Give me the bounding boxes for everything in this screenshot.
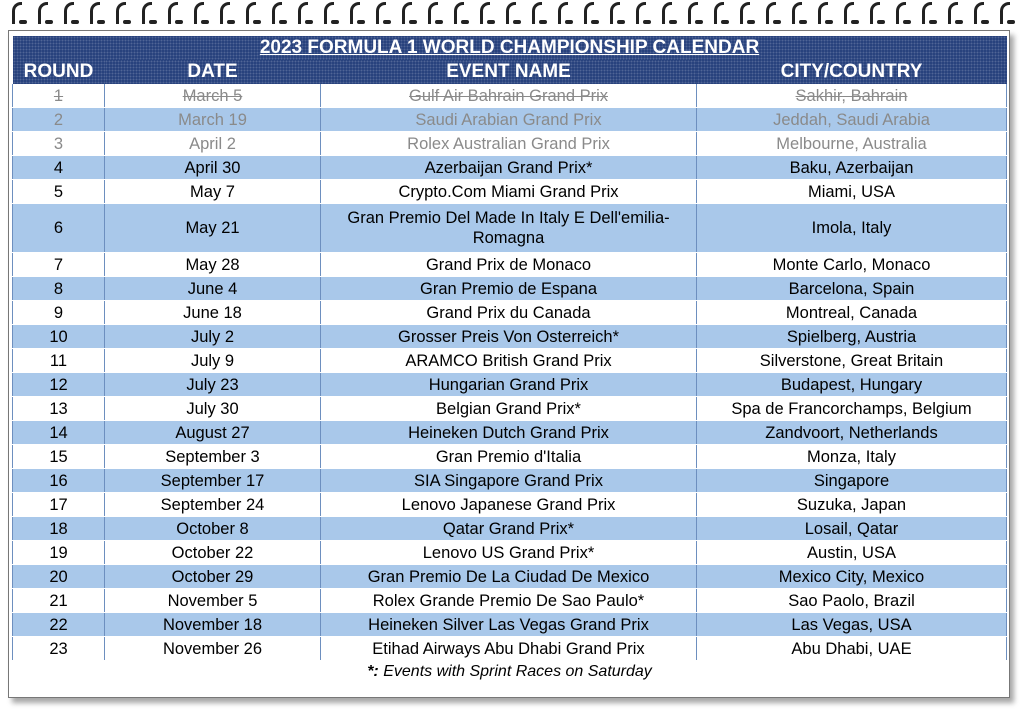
cell-date: May 28 (105, 253, 321, 277)
table-row (13, 517, 1007, 541)
binding-ring (948, 2, 958, 24)
table-row (13, 156, 1007, 180)
cell-location: Silverstone, Great Britain (697, 349, 1007, 373)
table-row (13, 180, 1007, 204)
binding-ring (428, 2, 438, 24)
cell-round: 16 (13, 469, 105, 493)
binding-ring (116, 2, 126, 24)
cell-event: Gran Premio De La Ciudad De Mexico (321, 565, 697, 589)
cell-event: Belgian Grand Prix* (321, 397, 697, 421)
cell-event: Gran Premio Del Made In Italy E Dell'emilia-Romagna (321, 204, 697, 253)
cell-event: Hungarian Grand Prix (321, 373, 697, 397)
binding-ring (454, 2, 464, 24)
binding-ring (922, 2, 932, 24)
binding-ring (532, 2, 542, 24)
cell-round: 11 (13, 349, 105, 373)
cell-date: June 18 (105, 301, 321, 325)
calendar-title (13, 36, 1007, 60)
table-row (13, 493, 1007, 517)
cell-location: Spa de Francorchamps, Belgium (697, 397, 1007, 421)
table-row (13, 637, 1007, 661)
cell-event: Rolex Australian Grand Prix (321, 132, 697, 156)
table-row (13, 325, 1007, 349)
calendar-table (12, 36, 1007, 684)
binding-ring (350, 2, 360, 24)
calendar-sheet (8, 30, 1010, 698)
cell-date: May 7 (105, 180, 321, 204)
cell-event: Grand Prix du Canada (321, 301, 697, 325)
cell-date: July 30 (105, 397, 321, 421)
cell-date: September 17 (105, 469, 321, 493)
binding-ring (402, 2, 412, 24)
cell-location: Montreal, Canada (697, 301, 1007, 325)
cell-event: Etihad Airways Abu Dhabi Grand Prix (321, 637, 697, 661)
cell-round: 10 (13, 325, 105, 349)
cell-location: Monza, Italy (697, 445, 1007, 469)
table-row (13, 469, 1007, 493)
cell-round: 12 (13, 373, 105, 397)
table-row (13, 565, 1007, 589)
cell-round: 6 (13, 204, 105, 253)
binding-ring (272, 2, 282, 24)
column-header-location: CITY/COUNTRY (697, 60, 1007, 84)
race-rows (13, 84, 1007, 661)
cell-date: October 29 (105, 565, 321, 589)
cell-round: 19 (13, 541, 105, 565)
binding-ring (142, 2, 152, 24)
binding-ring (740, 2, 750, 24)
cell-location: Losail, Qatar (697, 517, 1007, 541)
binding-ring (766, 2, 776, 24)
cell-date: March 5 (105, 84, 321, 108)
binding-ring (324, 2, 334, 24)
binding-ring (844, 2, 854, 24)
cell-date: April 30 (105, 156, 321, 180)
cell-round: 8 (13, 277, 105, 301)
cell-date: September 3 (105, 445, 321, 469)
cell-location: Budapest, Hungary (697, 373, 1007, 397)
cell-round: 2 (13, 108, 105, 132)
footnote (13, 661, 1007, 684)
binding-ring (506, 2, 516, 24)
cell-location: Suzuka, Japan (697, 493, 1007, 517)
footnote-text: Events with Sprint Races on Saturday (383, 663, 652, 680)
binding-ring (168, 2, 178, 24)
cell-round: 13 (13, 397, 105, 421)
cell-location: Melbourne, Australia (697, 132, 1007, 156)
cell-round: 20 (13, 565, 105, 589)
cell-round: 21 (13, 589, 105, 613)
cell-round: 17 (13, 493, 105, 517)
cell-round: 3 (13, 132, 105, 156)
cell-location: Sao Paolo, Brazil (697, 589, 1007, 613)
cell-event: ARAMCO British Grand Prix (321, 349, 697, 373)
cell-date: April 2 (105, 132, 321, 156)
cell-location: Abu Dhabi, UAE (697, 637, 1007, 661)
cell-round: 1 (13, 84, 105, 108)
binding-ring (90, 2, 100, 24)
cell-location: Spielberg, Austria (697, 325, 1007, 349)
binding-ring (194, 2, 204, 24)
cell-date: September 24 (105, 493, 321, 517)
table-row (13, 84, 1007, 108)
cell-date: November 5 (105, 589, 321, 613)
cell-event: Rolex Grande Premio De Sao Paulo* (321, 589, 697, 613)
cell-location: Zandvoort, Netherlands (697, 421, 1007, 445)
cell-round: 23 (13, 637, 105, 661)
cell-location: Singapore (697, 469, 1007, 493)
cell-location: Sakhir, Bahrain (697, 84, 1007, 108)
table-row (13, 613, 1007, 637)
cell-date: October 8 (105, 517, 321, 541)
cell-date: August 27 (105, 421, 321, 445)
cell-event: Qatar Grand Prix* (321, 517, 697, 541)
cell-date: November 18 (105, 613, 321, 637)
cell-date: March 19 (105, 108, 321, 132)
cell-location: Barcelona, Spain (697, 277, 1007, 301)
binding-ring (376, 2, 386, 24)
cell-location: Miami, USA (697, 180, 1007, 204)
cell-event: Saudi Arabian Grand Prix (321, 108, 697, 132)
spiral-binding (0, 0, 1024, 30)
binding-ring (220, 2, 230, 24)
table-row (13, 349, 1007, 373)
binding-ring (64, 2, 74, 24)
column-header-row (13, 60, 1007, 84)
cell-date: June 4 (105, 277, 321, 301)
binding-ring (792, 2, 802, 24)
cell-event: Gran Premio d'Italia (321, 445, 697, 469)
binding-ring (298, 2, 308, 24)
cell-event: Grosser Preis Von Osterreich* (321, 325, 697, 349)
cell-event: Heineken Dutch Grand Prix (321, 421, 697, 445)
binding-ring (636, 2, 646, 24)
binding-ring (38, 2, 48, 24)
table-row (13, 277, 1007, 301)
column-header-date: DATE (105, 60, 321, 84)
table-row (13, 253, 1007, 277)
cell-round: 4 (13, 156, 105, 180)
cell-round: 15 (13, 445, 105, 469)
binding-ring (246, 2, 256, 24)
cell-date: October 22 (105, 541, 321, 565)
cell-event: Crypto.Com Miami Grand Prix (321, 180, 697, 204)
cell-event: Grand Prix de Monaco (321, 253, 697, 277)
table-row (13, 397, 1007, 421)
binding-ring (610, 2, 620, 24)
cell-date: November 26 (105, 637, 321, 661)
cell-location: Imola, Italy (697, 204, 1007, 253)
cell-round: 18 (13, 517, 105, 541)
table-row (13, 445, 1007, 469)
binding-ring (12, 2, 22, 24)
cell-round: 5 (13, 180, 105, 204)
cell-event: Lenovo Japanese Grand Prix (321, 493, 697, 517)
table-row (13, 204, 1007, 253)
cell-date: July 9 (105, 349, 321, 373)
binding-ring (870, 2, 880, 24)
calendar-title-text: 2023 FORMULA 1 WORLD CHAMPIONSHIP CALENDAR (259, 37, 760, 58)
binding-ring (896, 2, 906, 24)
binding-ring (1000, 2, 1010, 24)
table-row (13, 132, 1007, 156)
binding-ring (714, 2, 724, 24)
table-row (13, 373, 1007, 397)
cell-round: 7 (13, 253, 105, 277)
cell-round: 9 (13, 301, 105, 325)
table-row (13, 108, 1007, 132)
binding-ring (818, 2, 828, 24)
binding-ring (558, 2, 568, 24)
cell-round: 22 (13, 613, 105, 637)
binding-ring (480, 2, 490, 24)
cell-location: Monte Carlo, Monaco (697, 253, 1007, 277)
cell-event: Heineken Silver Las Vegas Grand Prix (321, 613, 697, 637)
binding-ring (974, 2, 984, 24)
binding-ring (584, 2, 594, 24)
cell-date: July 23 (105, 373, 321, 397)
cell-date: July 2 (105, 325, 321, 349)
cell-location: Las Vegas, USA (697, 613, 1007, 637)
cell-event: Gran Premio de Espana (321, 277, 697, 301)
cell-location: Austin, USA (697, 541, 1007, 565)
footnote-mark: *: (367, 663, 379, 680)
table-row (13, 589, 1007, 613)
cell-event: SIA Singapore Grand Prix (321, 469, 697, 493)
column-header-event: EVENT NAME (321, 60, 697, 84)
cell-location: Mexico City, Mexico (697, 565, 1007, 589)
column-header-round: ROUND (13, 60, 105, 84)
cell-round: 14 (13, 421, 105, 445)
cell-event: Azerbaijan Grand Prix* (321, 156, 697, 180)
cell-date: May 21 (105, 204, 321, 253)
binding-ring (688, 2, 698, 24)
cell-location: Baku, Azerbaijan (697, 156, 1007, 180)
cell-event: Gulf Air Bahrain Grand Prix (321, 84, 697, 108)
table-row (13, 541, 1007, 565)
cell-event: Lenovo US Grand Prix* (321, 541, 697, 565)
table-row (13, 421, 1007, 445)
binding-ring (662, 2, 672, 24)
table-row (13, 301, 1007, 325)
cell-location: Jeddah, Saudi Arabia (697, 108, 1007, 132)
